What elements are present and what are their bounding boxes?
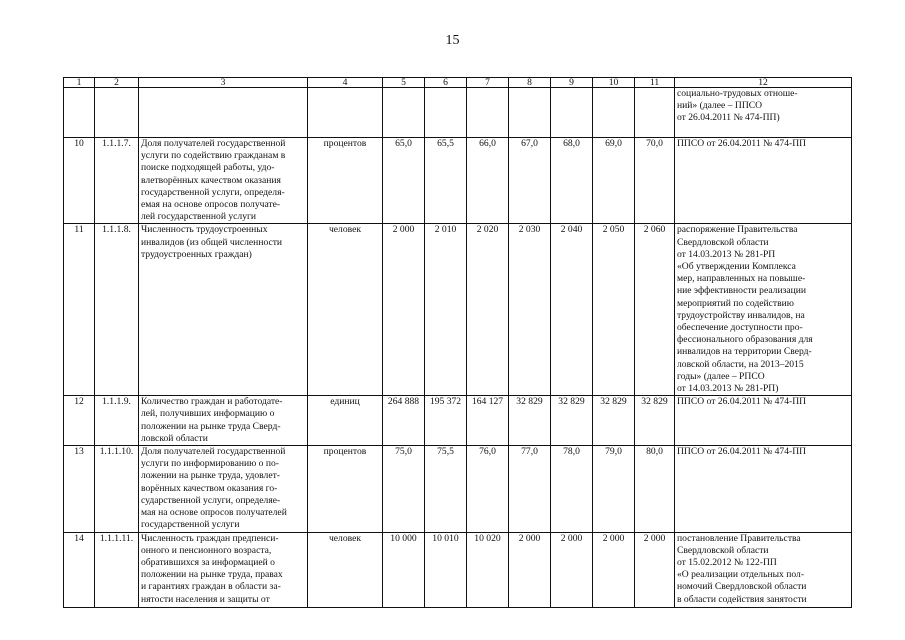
indicator-name: Численность граждан предпенси- онного и пенсионного возраста, обратившихся за информацией о положении на рынке труда, правах и гарантиях граждан в области за- нятости населения и защиты от: [139, 532, 308, 607]
table-cell: [593, 88, 635, 138]
value-cell: 264 888: [383, 396, 425, 446]
column-number: 4: [308, 78, 383, 88]
indicator-name: Доля получателей государственной услуги по содействию гражданам в поиске подходящей работы, удо- влетворённых качеством оказания государственной услуги, определя- емая на основе опросов получате- лей государственной услуги: [139, 138, 308, 224]
source-cell: распоряжение Правительства Свердловской области от 14.03.2013 № 281-РП «Об утверждении Комплекса мер, направленных на повыше- ние эффективности реализации мероприятий по содействию трудоустройству инвалидов, на обеспечение доступности про- фессионального образования для инвалидов на территории Сверд- ловской области, на 2013–2015 годы» (далее – РПСО от 14.03.2013 № 281-РП): [675, 224, 852, 396]
value-cell: 76,0: [467, 446, 509, 532]
value-cell: 65,0: [383, 138, 425, 224]
row-number: 10: [64, 138, 95, 224]
column-number: 12: [675, 78, 852, 88]
column-number: 2: [95, 78, 139, 88]
column-number-row: [64, 78, 852, 88]
table-cell: [139, 88, 308, 138]
value-cell: 75,0: [383, 446, 425, 532]
indicator-code: 1.1.1.9.: [95, 396, 139, 446]
value-cell: 70,0: [635, 138, 675, 224]
indicator-code: 1.1.1.7.: [95, 138, 139, 224]
table-row: [64, 396, 852, 446]
table-cell: [64, 88, 95, 138]
table-cell: [425, 88, 467, 138]
value-cell: 195 372: [425, 396, 467, 446]
indicator-name: Доля получателей государственной услуги по информированию о по- ложении на рынке труда, удовлет- ворённых качеством оказания го- сударственной услуги, определяе- мая на основе опросов получателей государственной услуги: [139, 446, 308, 532]
indicator-name: Количество граждан и работодате- лей, получивших информацию о положении на рынке труда Сверд- ловской области: [139, 396, 308, 446]
column-number: 9: [551, 78, 593, 88]
column-number: 7: [467, 78, 509, 88]
value-cell: 2 000: [383, 224, 425, 396]
value-cell: 80,0: [635, 446, 675, 532]
table-row: [64, 446, 852, 532]
indicator-name: Численность трудоустроенных инвалидов (из общей численности трудоустроенных граждан): [139, 224, 308, 396]
column-number: 5: [383, 78, 425, 88]
value-cell: 164 127: [467, 396, 509, 446]
table-cell: [635, 88, 675, 138]
unit-cell: человек: [308, 532, 383, 607]
value-cell: 2 020: [467, 224, 509, 396]
source-cell: социально-трудовых отноше- ний» (далее – ППСО от 26.04.2011 № 474-ПП): [675, 88, 852, 138]
source-cell: постановление Правительства Свердловской области от 15.02.2012 № 122-ПП «О реализации отдельных пол- номочий Свердловской области в области содействия занятости: [675, 532, 852, 607]
indicators-table: [63, 77, 852, 608]
indicator-code: 1.1.1.10.: [95, 446, 139, 532]
row-number: 12: [64, 396, 95, 446]
value-cell: 67,0: [509, 138, 551, 224]
column-number: 1: [64, 78, 95, 88]
column-number: 11: [635, 78, 675, 88]
value-cell: 10 020: [467, 532, 509, 607]
table-cell: [95, 88, 139, 138]
column-number: 8: [509, 78, 551, 88]
source-cell: ППСО от 26.04.2011 № 474-ПП: [675, 396, 852, 446]
table-row: [64, 532, 852, 607]
value-cell: 2 000: [509, 532, 551, 607]
value-cell: 2 050: [593, 224, 635, 396]
page-number: 15: [445, 33, 460, 48]
value-cell: 2 010: [425, 224, 467, 396]
indicator-code: 1.1.1.11.: [95, 532, 139, 607]
table-cell: [383, 88, 425, 138]
unit-cell: процентов: [308, 446, 383, 532]
source-cell: ППСО от 26.04.2011 № 474-ПП: [675, 138, 852, 224]
value-cell: 32 829: [509, 396, 551, 446]
column-number: 3: [139, 78, 308, 88]
column-number: 10: [593, 78, 635, 88]
column-number: 6: [425, 78, 467, 88]
value-cell: 32 829: [635, 396, 675, 446]
value-cell: 2 000: [551, 532, 593, 607]
row-number: 13: [64, 446, 95, 532]
value-cell: 77,0: [509, 446, 551, 532]
value-cell: 2 060: [635, 224, 675, 396]
value-cell: 2 030: [509, 224, 551, 396]
table-row: [64, 138, 852, 224]
value-cell: 65,5: [425, 138, 467, 224]
table-cell: [551, 88, 593, 138]
value-cell: 10 000: [383, 532, 425, 607]
unit-cell: человек: [308, 224, 383, 396]
indicator-code: 1.1.1.8.: [95, 224, 139, 396]
unit-cell: процентов: [308, 138, 383, 224]
value-cell: 10 010: [425, 532, 467, 607]
value-cell: 66,0: [467, 138, 509, 224]
table-row: [64, 224, 852, 396]
value-cell: 79,0: [593, 446, 635, 532]
value-cell: 32 829: [593, 396, 635, 446]
unit-cell: единиц: [308, 396, 383, 446]
table-cell: [308, 88, 383, 138]
value-cell: 2 000: [635, 532, 675, 607]
value-cell: 78,0: [551, 446, 593, 532]
row-number: 14: [64, 532, 95, 607]
table-cell: [467, 88, 509, 138]
value-cell: 32 829: [551, 396, 593, 446]
value-cell: 75,5: [425, 446, 467, 532]
table-cell: [509, 88, 551, 138]
value-cell: 69,0: [593, 138, 635, 224]
value-cell: 2 040: [551, 224, 593, 396]
continuation-row: [64, 88, 852, 138]
row-number: 11: [64, 224, 95, 396]
value-cell: 68,0: [551, 138, 593, 224]
source-cell: ППСО от 26.04.2011 № 474-ПП: [675, 446, 852, 532]
value-cell: 2 000: [593, 532, 635, 607]
